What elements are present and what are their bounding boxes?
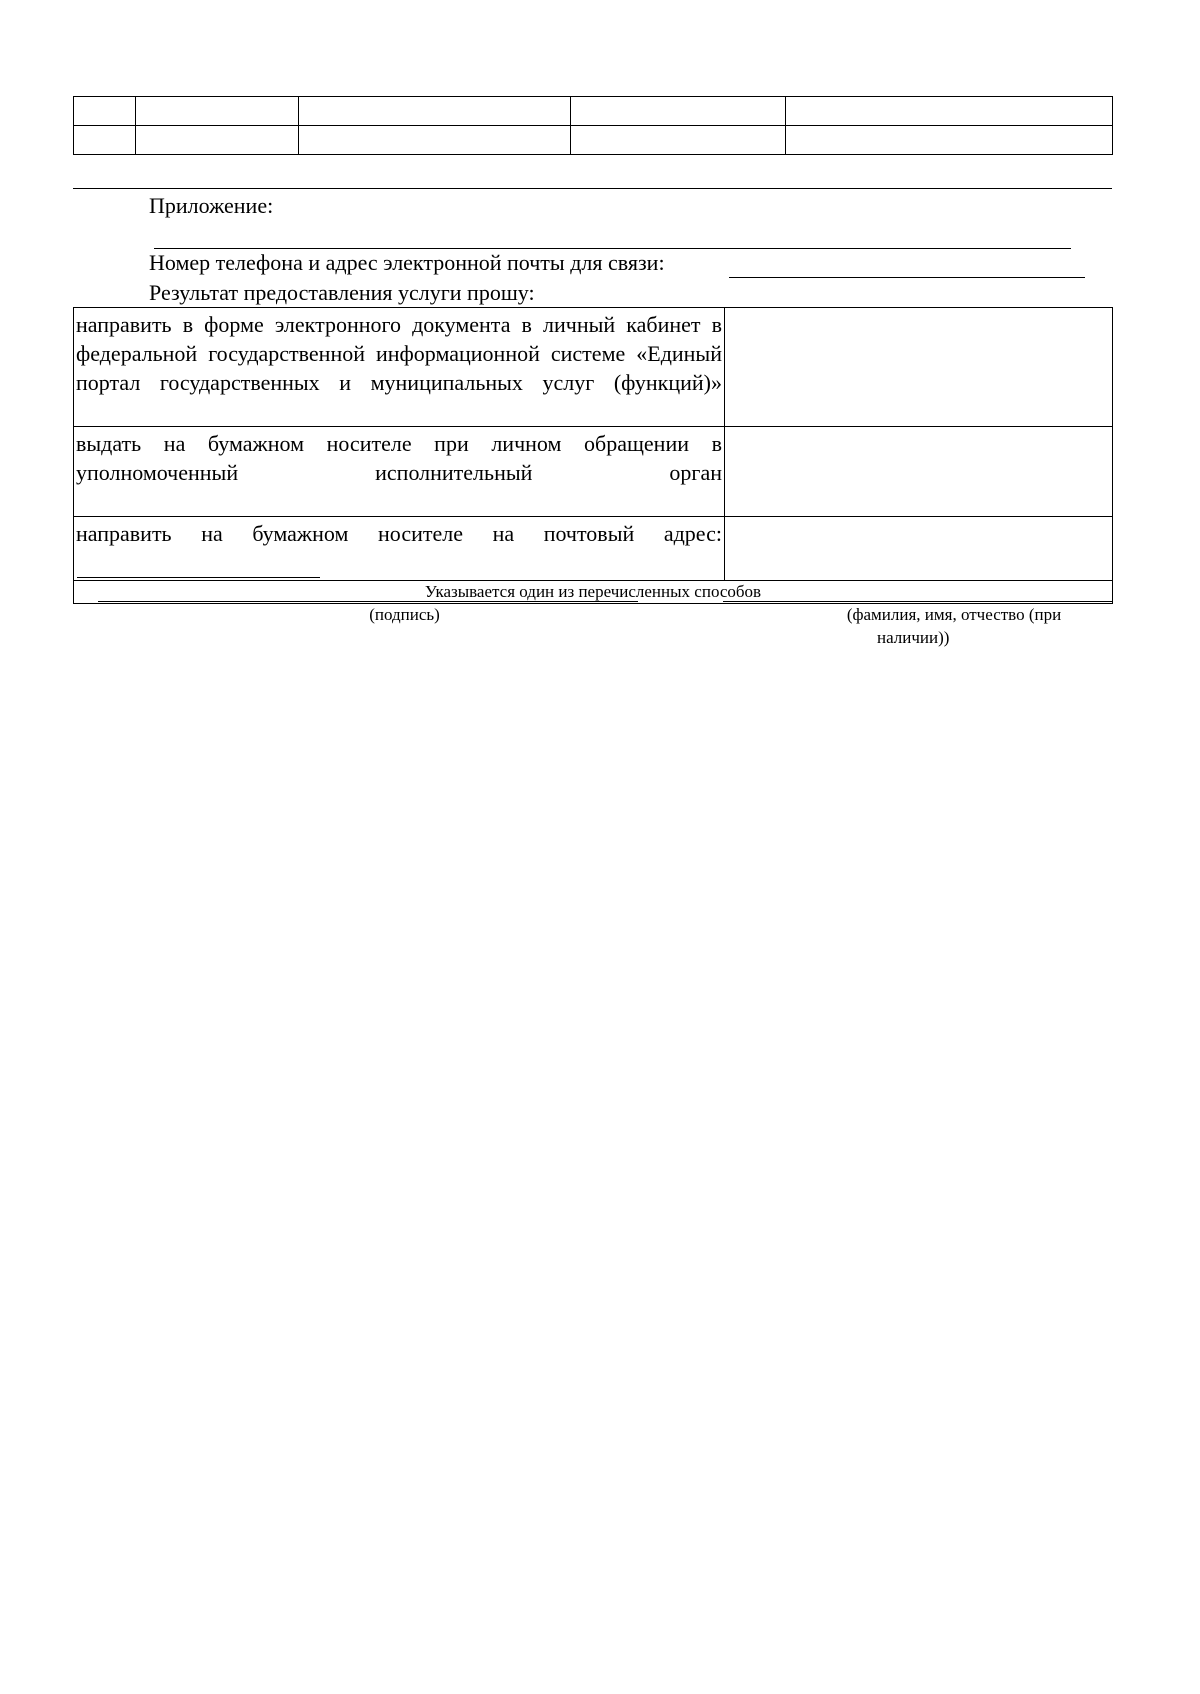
name-line[interactable] [723, 601, 1112, 602]
signature-caption: (подпись) [369, 605, 440, 624]
table-cell[interactable] [74, 126, 136, 155]
name-caption-line2: наличии)) [877, 628, 950, 647]
option-row [74, 517, 1113, 581]
option-mark-cell[interactable] [725, 308, 1113, 427]
table-row [74, 97, 1113, 126]
postal-address-blank-line[interactable] [77, 577, 320, 578]
table-cell[interactable] [786, 97, 1113, 126]
option-text: направить в форме электронного документа в личный кабинет в федеральной государственной информационной системе «Единый портал государственных и муниципальных услуг (функций)» [76, 312, 722, 395]
contact-blank-line[interactable] [729, 277, 1085, 278]
table-cell[interactable] [299, 97, 571, 126]
table-row [74, 126, 1113, 155]
table-cell[interactable] [299, 126, 571, 155]
option-mark-cell[interactable] [725, 427, 1113, 517]
option-text: направить на бумажном носителе на почтовый адрес: [76, 521, 722, 546]
signature-line[interactable] [98, 601, 638, 602]
table-cell[interactable] [136, 97, 299, 126]
table-cell[interactable] [786, 126, 1113, 155]
option-mark-cell[interactable] [725, 517, 1113, 581]
option-text-cell [74, 308, 725, 427]
option-row [74, 427, 1113, 517]
result-label: Результат предоставления услуги прошу: [149, 280, 535, 305]
option-text-cell [74, 517, 725, 581]
continuation-table [73, 96, 1113, 155]
appendix-label: Приложение: [149, 193, 274, 218]
option-text: выдать на бумажном носителе при личном обращении в уполномоченный исполнительный орган [76, 431, 722, 485]
table-cell[interactable] [74, 97, 136, 126]
options-note: Указывается один из перечисленных способов [74, 581, 1113, 604]
option-text-cell [74, 427, 725, 517]
table-cell[interactable] [571, 97, 786, 126]
option-row [74, 308, 1113, 427]
name-caption-line1: (фамилия, имя, отчество (при [846, 605, 1062, 624]
table-cell[interactable] [571, 126, 786, 155]
separator-line [73, 188, 1112, 189]
contact-label: Номер телефона и адрес электронной почты для связи: [149, 250, 665, 275]
delivery-options-table [73, 307, 1113, 604]
appendix-blank-line[interactable] [154, 248, 1071, 249]
table-cell[interactable] [136, 126, 299, 155]
